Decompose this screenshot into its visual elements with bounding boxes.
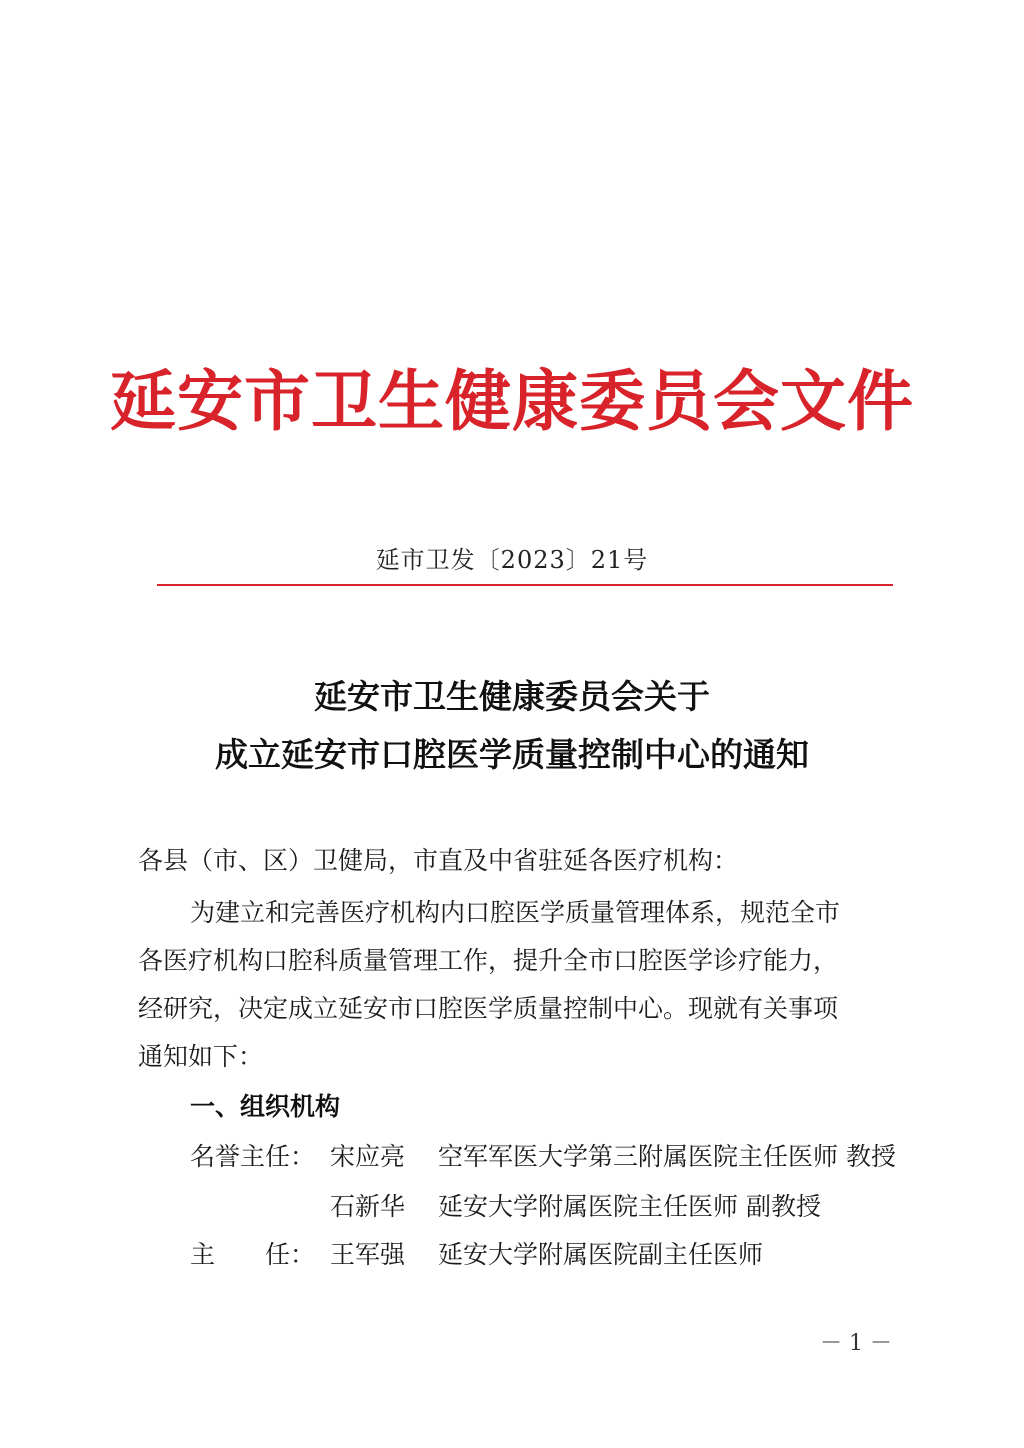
member-role: 名誉主任： xyxy=(190,1142,316,1171)
page-number: － 1 － xyxy=(820,1331,892,1356)
member-title: 延安大学附属医院副主任医师 xyxy=(438,1240,764,1269)
member-name: 石新华 xyxy=(330,1192,406,1221)
member-role: 主 任： xyxy=(190,1240,316,1269)
body-line: 各医疗机构口腔科质量管理工作，提升全市口腔医学诊疗能力， xyxy=(138,946,839,975)
member-name: 王军强 xyxy=(330,1240,406,1269)
red-divider xyxy=(157,584,893,586)
document-number: 延市卫发〔2023〕21号 xyxy=(375,546,649,574)
member-title: 延安大学附属医院主任医师 副教授 xyxy=(438,1192,821,1221)
section-heading: 一、组织机构 xyxy=(190,1092,341,1121)
salutation: 各县（市、区）卫健局，市直及中省驻延各医疗机构： xyxy=(138,846,739,875)
masthead: 延安市卫生健康委员会文件 xyxy=(110,362,914,440)
title-line-2: 成立延安市口腔医学质量控制中心的通知 xyxy=(215,735,809,774)
body-line: 通知如下： xyxy=(138,1042,264,1071)
body-line: 经研究，决定成立延安市口腔医学质量控制中心。现就有关事项 xyxy=(138,994,839,1023)
member-title: 空军军医大学第三附属医院主任医师 教授 xyxy=(438,1142,896,1171)
title-line-1: 延安市卫生健康委员会关于 xyxy=(314,677,710,716)
body-line: 为建立和完善医疗机构内口腔医学质量管理体系，规范全市 xyxy=(190,898,841,927)
member-name: 宋应亮 xyxy=(330,1142,406,1171)
